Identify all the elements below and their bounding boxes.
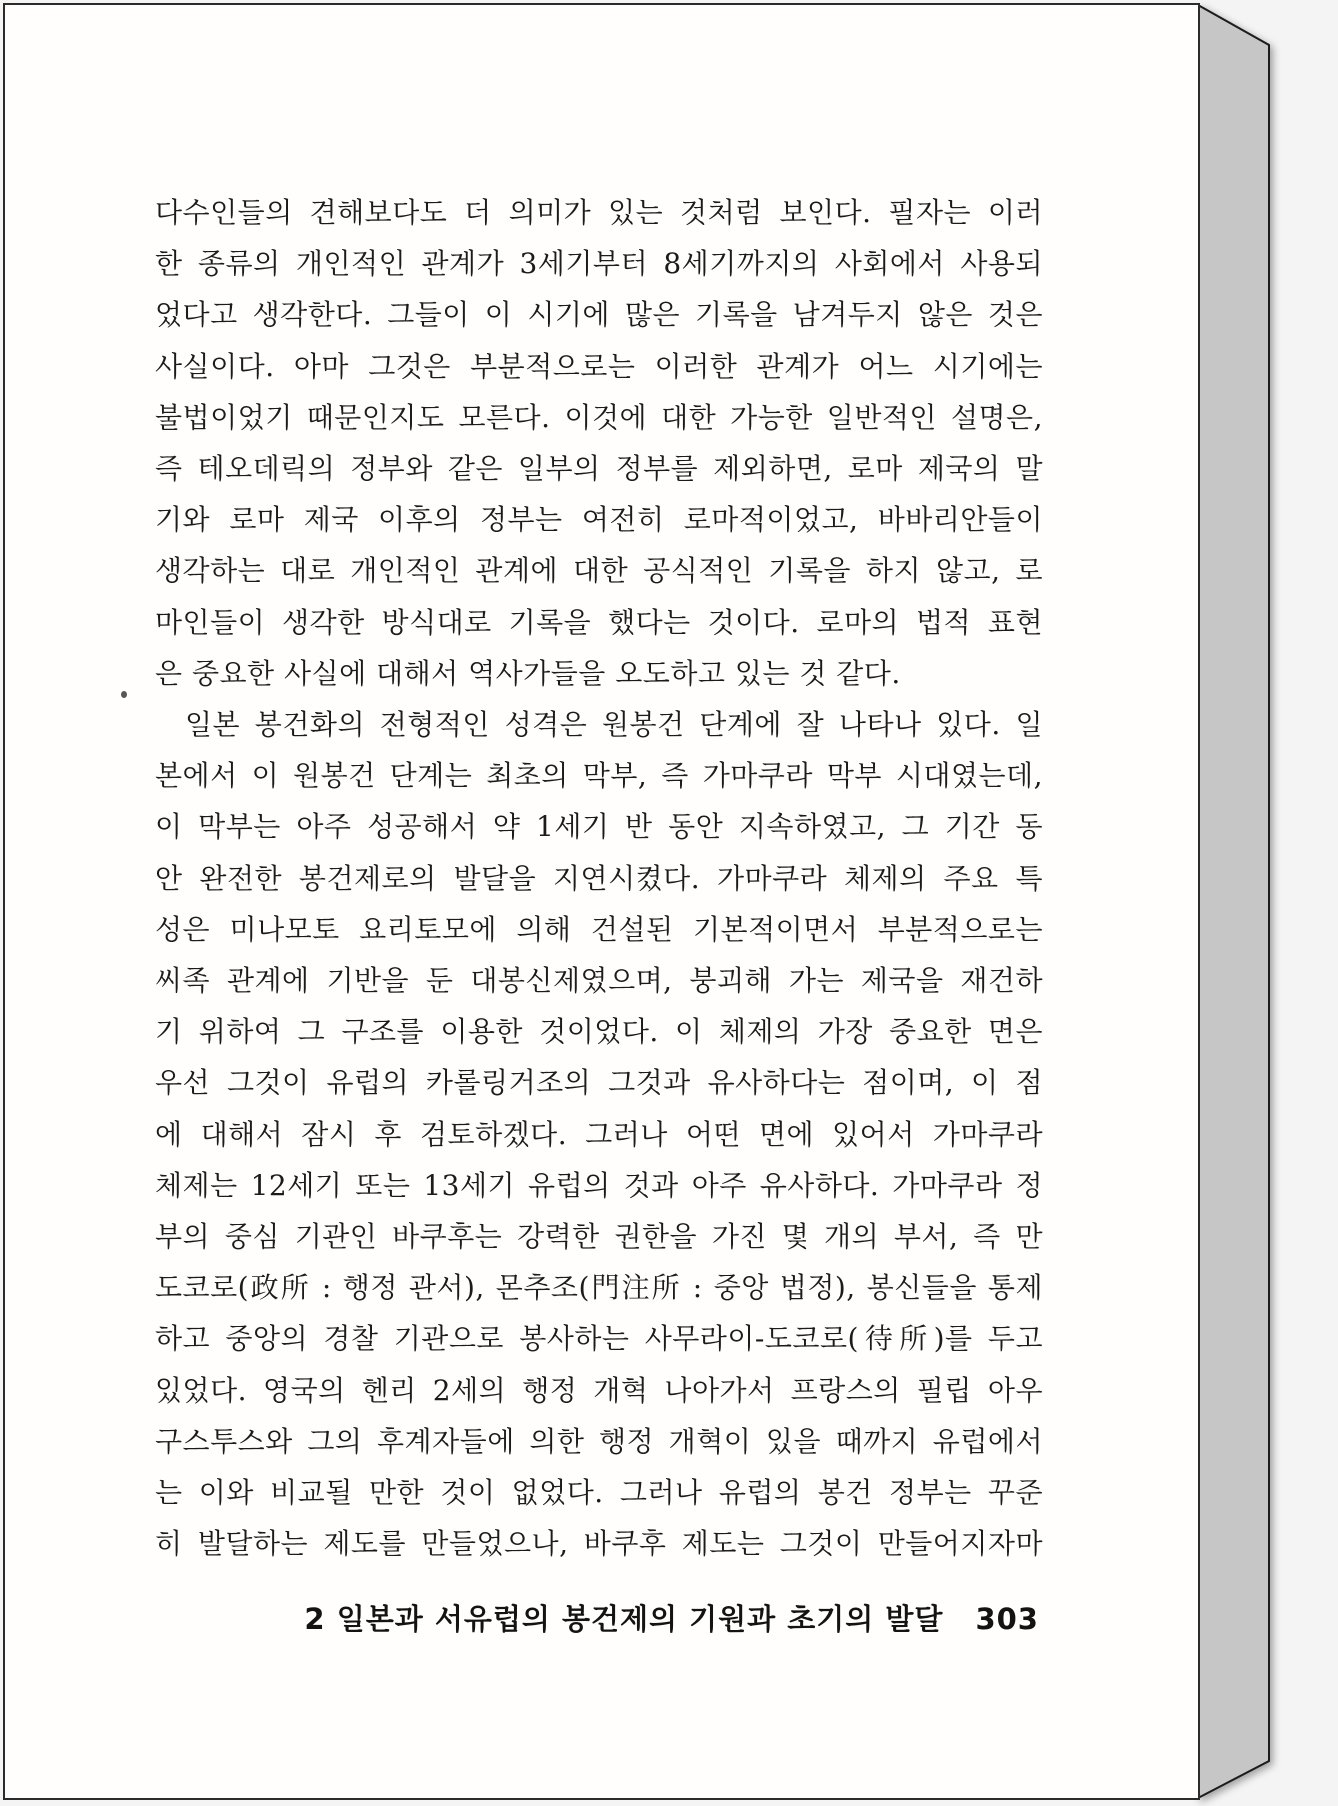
footer-page-number: 303: [975, 1602, 1039, 1636]
body-text-line: 부의 중심 기관인 바쿠후는 강력한 권한을 가진 몇 개의 부서, 즉 만: [155, 1220, 1043, 1254]
body-text-line: 우선 그것이 유럽의 카롤링거조의 그것과 유사하다는 점이며, 이 점: [155, 1066, 1043, 1100]
body-text-line: 은 중요한 사실에 대해서 역사가들을 오도하고 있는 것 같다.: [155, 656, 901, 690]
body-text-line: 있었다. 영국의 헨리 2세의 행정 개혁 나아가서 프랑스의 필립 아우: [155, 1373, 1043, 1407]
body-text-line: 기 위하여 그 구조를 이용한 것이었다. 이 체제의 가장 중요한 면은: [155, 1015, 1043, 1049]
body-text-line: 는 이와 비교될 만한 것이 없었다. 그러나 유럽의 봉건 정부는 꾸준: [155, 1476, 1043, 1510]
body-text-line: 기와 로마 제국 이후의 정부는 여전히 로마적이었고, 바바리안들이: [155, 503, 1043, 537]
body-text-line: 마인들이 생각한 방식대로 기록을 했다는 것이다. 로마의 법적 표현: [155, 605, 1043, 639]
body-text-line: 즉 테오데릭의 정부와 같은 일부의 정부를 제외하면, 로마 제국의 말: [155, 452, 1043, 486]
body-text-line: 안 완전한 봉건제로의 발달을 지연시켰다. 가마쿠라 체제의 주요 특: [155, 861, 1043, 895]
body-text-line: 생각하는 대로 개인적인 관계에 대한 공식적인 기록을 하지 않고, 로: [155, 554, 1043, 588]
page-footer: [304, 1597, 1039, 1638]
body-text-line: 한 종류의 개인적인 관계가 3세기부터 8세기까지의 사회에서 사용되: [155, 247, 1043, 281]
body-text-line: 이 막부는 아주 성공해서 약 1세기 반 동안 지속하였고, 그 기간 동: [155, 810, 1043, 844]
body-text-line: 에 대해서 잠시 후 검토하겠다. 그러나 어떤 면에 있어서 가마쿠라: [155, 1117, 1043, 1151]
body-text-line: 성은 미나모토 요리토모에 의해 건설된 기본적이면서 부분적으로는: [155, 912, 1043, 946]
body-text-line: 일본 봉건화의 전형적인 성격은 원봉건 단계에 잘 나타나 있다. 일: [185, 708, 1043, 742]
body-text-line: 도코로(政所 : 행정 관서), 몬추조(門注所 : 중앙 법정), 봉신들을 통제: [155, 1271, 1043, 1305]
body-text-line: 불법이었기 때문인지도 모른다. 이것에 대한 가능한 일반적인 설명은,: [155, 400, 1043, 434]
body-text-line: 씨족 관계에 기반을 둔 대봉신제였으며, 붕괴해 가는 제국을 재건하: [155, 964, 1043, 998]
body-text-line: 다수인들의 견해보다도 더 의미가 있는 것처럼 보인다. 필자는 이러: [155, 196, 1043, 229]
body-text-line: 었다고 생각한다. 그들이 이 시기에 많은 기록을 남겨두지 않은 것은: [155, 298, 1043, 332]
body-text-line: 본에서 이 원봉건 단계는 최초의 막부, 즉 가마쿠라 막부 시대였는데,: [155, 759, 1043, 793]
book-page: [3, 3, 1200, 1800]
body-text-line: 히 발달하는 제도를 만들었으나, 바쿠후 제도는 그것이 만들어지자마: [155, 1527, 1043, 1561]
page-edge-shape: [1198, 5, 1269, 1798]
body-text: [155, 187, 1043, 1569]
scan-artifact-dot: [121, 691, 127, 698]
footer-section-title: 2 일본과 서유럽의 봉건제의 기원과 초기의 발달: [304, 1602, 944, 1636]
body-text-line: 구스투스와 그의 후계자들에 의한 행정 개혁이 있을 때까지 유럽에서: [155, 1424, 1043, 1458]
body-text-line: 하고 중앙의 경찰 기관으로 봉사하는 사무라이-도코로(待所)를 두고: [155, 1322, 1043, 1356]
body-text-line: 사실이다. 아마 그것은 부분적으로는 이러한 관계가 어느 시기에는: [155, 349, 1043, 383]
body-text-line: 체제는 12세기 또는 13세기 유럽의 것과 아주 유사하다. 가마쿠라 정: [155, 1168, 1043, 1202]
